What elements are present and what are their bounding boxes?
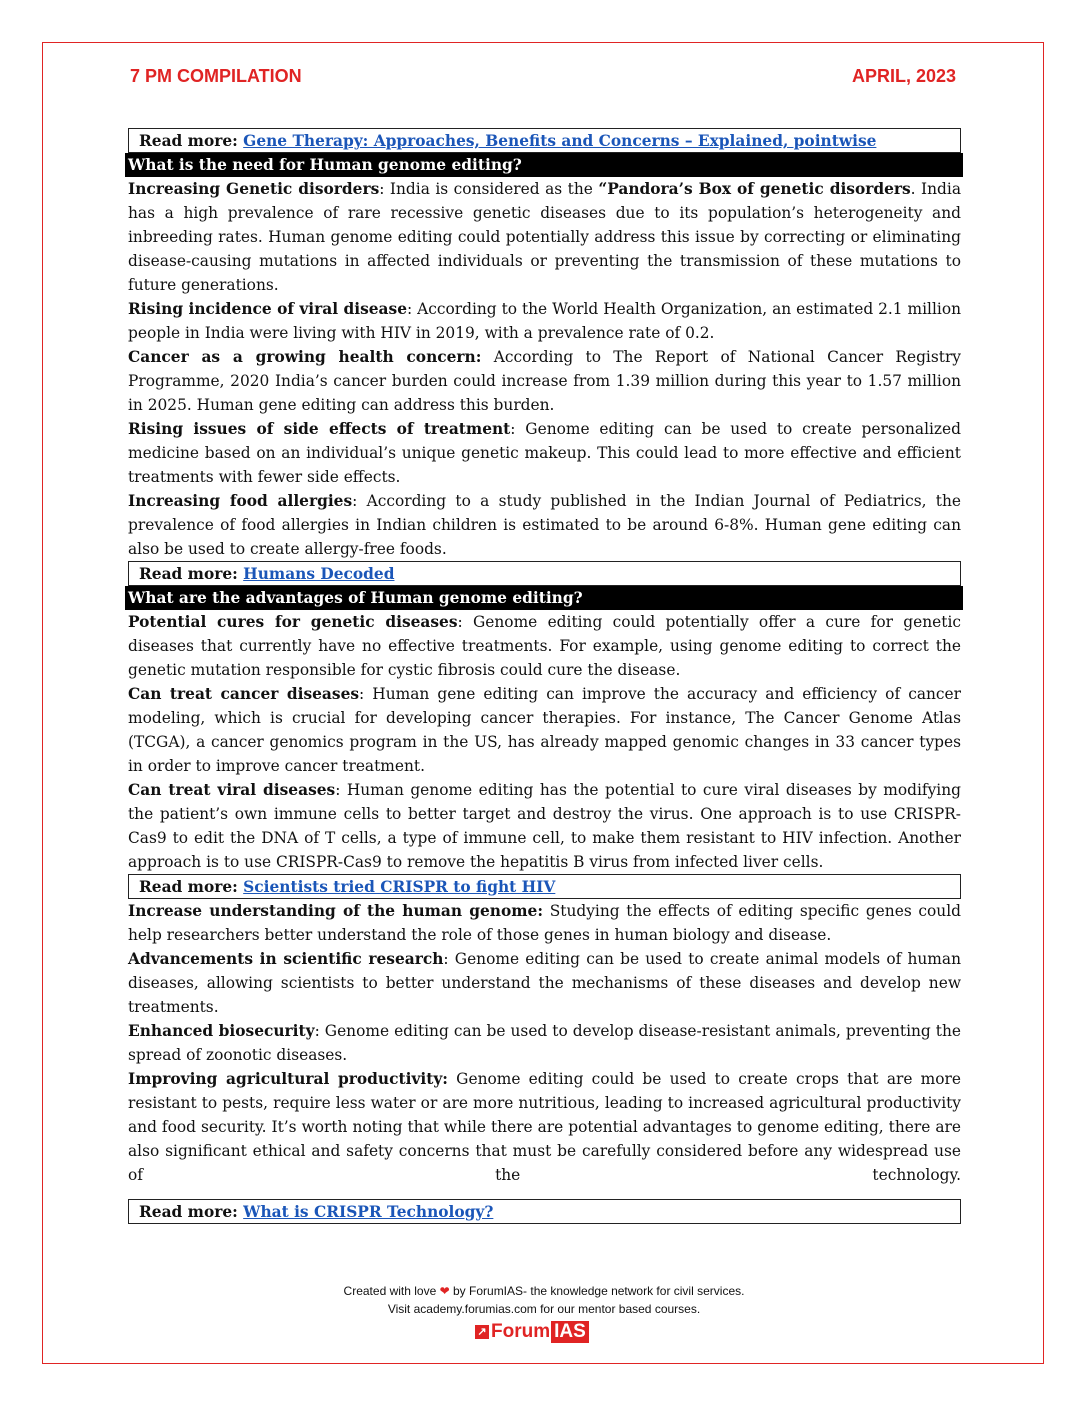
read-more-box: [128, 128, 961, 153]
read-more-label: Read more:: [139, 565, 238, 583]
read-more-link-gene-therapy[interactable]: Gene Therapy: Approaches, Benefits and Concerns – Explained, pointwise: [243, 132, 877, 150]
paragraph-viral-treatment: Can treat viral diseases: Human genome editing has the potential to cure viral diseases by modifying the patient’s own immune cells to better target and destroy the virus. One approach is to use CRISPR-Cas9 to edit the DNA of T cells, a type of immune cell, to make them resistant to HIV infection. Another approach is to use CRISPR-Cas9 to remove the hepatitis B virus from infected liver cells.: [128, 781, 961, 871]
section-heading-advantages: What are the advantages of Human genome editing?: [125, 586, 963, 610]
section-heading-need: What is the need for Human genome editing?: [125, 153, 963, 177]
arrow-icon: ↗: [475, 1325, 489, 1339]
heart-icon: ❤: [439, 1284, 450, 1298]
paragraph-biosecurity: Enhanced biosecurity: Genome editing can be used to develop disease-resistant animals, preventing the spread of zoonotic diseases.: [128, 1022, 961, 1064]
read-more-box: [128, 561, 961, 586]
read-more-link-crispr-hiv[interactable]: Scientists tried CRISPR to fight HIV: [243, 878, 556, 896]
read-more-box: [128, 1199, 961, 1224]
paragraph-food-allergies: Increasing food allergies: According to a study published in the Indian Journal of Pediatrics, the prevalence of food allergies in Indian children is estimated to be around 6-8%. Human gene editing can also be used to create allergy-free foods.: [128, 492, 961, 558]
paragraph-side-effects: Rising issues of side effects of treatment: Genome editing can be used to create personalized medicine based on an individual’s unique genetic makeup. This could lead to more effective and efficient treatments with fewer side effects.: [128, 420, 961, 486]
footer-credit: Created with love ❤ by ForumIAS- the knowledge network for civil services.: [343, 1284, 745, 1298]
read-more-box: [128, 874, 961, 899]
paragraph-genetic-cures: Potential cures for genetic diseases: Genome editing could potentially offer a cure for genetic diseases that currently have no effective treatments. For example, using genome editing to correct the genetic mutation responsible for cystic fibrosis could cure the disease.: [128, 613, 961, 679]
paragraph-agriculture: Improving agricultural productivity: Genome editing could be used to create crops that are more resistant to pests, require less water or are more nutritious, leading to increased agricultural productivity and food security. It’s worth noting that while there are potential advantages to genome editing, there are also significant ethical and safety concerns that must be carefully considered before any widespread use of the technology.: [128, 1070, 961, 1184]
paragraph-cancer-treatment: Can treat cancer diseases: Human gene editing can improve the accuracy and efficiency of cancer modeling, which is crucial for developing cancer therapies. For instance, The Cancer Genome Atlas (TCGA), a cancer genomics program in the US, has already mapped genomic changes in 33 cancer types in order to improve cancer treatment.: [128, 685, 961, 775]
read-more-label: Read more:: [139, 132, 238, 150]
read-more-link-crispr-technology[interactable]: What is CRISPR Technology?: [243, 1203, 494, 1221]
header-date: APRIL, 2023: [851, 66, 956, 86]
forumias-logo: ↗ Forum IAS: [475, 1320, 613, 1344]
read-more-link-humans-decoded[interactable]: Humans Decoded: [243, 565, 395, 583]
read-more-label: Read more:: [139, 878, 238, 896]
paragraph-scientific-research: Advancements in scientific research: Genome editing can be used to create animal models of human diseases, allowing scientists to better understand the mechanisms of these diseases and develop new treatments.: [128, 950, 961, 1016]
document-body: [128, 128, 961, 1224]
paragraph-genome-understanding: Increase understanding of the human genome: Studying the effects of editing specific genes could help researchers better understand the role of those genes in human biology and disease.: [128, 902, 961, 944]
paragraph-viral-disease: Rising incidence of viral disease: According to the World Health Organization, an estimated 2.1 million people in India were living with HIV in 2019, with a prevalence rate of 0.2.: [128, 300, 961, 342]
paragraph-cancer-concern: Cancer as a growing health concern: According to The Report of National Cancer Registry Programme, 2020 India’s cancer burden could increase from 1.39 million during this year to 1.57 million in 2025. Human gene editing can address this burden.: [128, 348, 961, 414]
header-compilation-title: 7 PM COMPILATION: [130, 66, 302, 86]
footer-visit: Visit academy.forumias.com for our mentor based courses.: [387, 1302, 701, 1316]
read-more-label: Read more:: [139, 1203, 238, 1221]
paragraph-genetic-disorders: Increasing Genetic disorders: India is considered as the “Pandora’s Box of genetic disorders. India has a high prevalence of rare recessive genetic diseases due to its population’s heterogeneity and inbreeding rates. Human genome editing could potentially address this issue by correcting or eliminating disease-causing mutations in affected individuals or preventing the transmission of these mutations to future generations.: [128, 180, 962, 294]
